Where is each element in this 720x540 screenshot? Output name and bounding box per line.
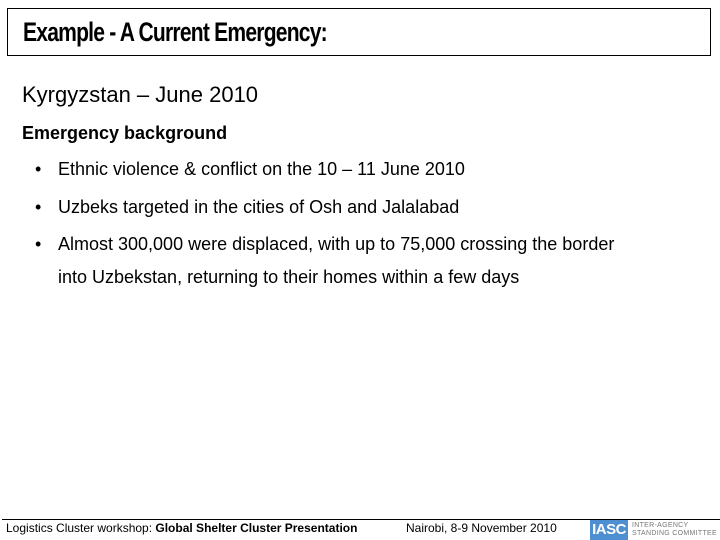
bullet-text: Ethnic violence & conflict on the 10 – 11 June 2010 (58, 159, 465, 179)
iasc-logo-mark: IASC (590, 520, 628, 540)
iasc-logo-line2: STANDING COMMITTEE (632, 530, 717, 537)
slide-title: Example - A Current Emergency: (23, 17, 327, 47)
iasc-logo-line1: INTER-AGENCY (632, 522, 689, 529)
bullet-text: Almost 300,000 were displaced, with up to 75,000 crossing the border (58, 234, 615, 254)
footer-event (6, 521, 357, 535)
slide-subtitle: Kyrgyzstan – June 2010 (22, 82, 259, 107)
bullet-icon: • (35, 197, 42, 217)
bullet-icon: • (35, 159, 42, 179)
footer-location-date: Nairobi, 8-9 November 2010 (406, 521, 557, 535)
title-box (7, 8, 711, 56)
iasc-logo-text (632, 522, 717, 538)
bullet-icon: • (35, 234, 42, 254)
bullet-text-continuation: into Uzbekstan, returning to their homes within a few days (58, 267, 520, 287)
footer-event-prefix: Logistics Cluster workshop: (6, 521, 156, 535)
section-heading: Emergency background (22, 123, 228, 143)
footer-event-title: Global Shelter Cluster Presentation (155, 521, 358, 535)
bullet-text: Uzbeks targeted in the cities of Osh and Jalalabad (58, 197, 460, 217)
iasc-logo (590, 520, 720, 540)
